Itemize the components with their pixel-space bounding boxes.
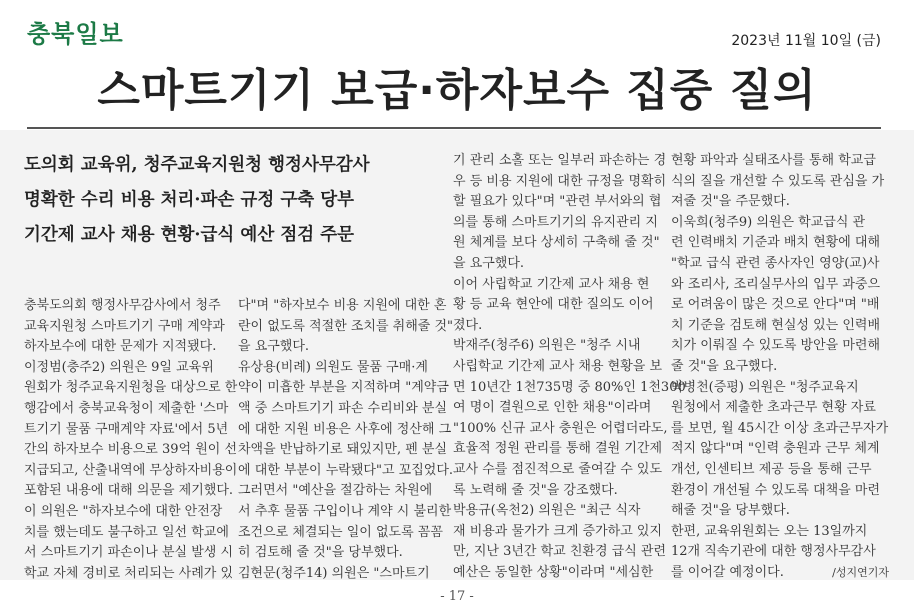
body-line: 로 어려움이 많은 것으로 안다"며 "배 xyxy=(671,297,880,313)
body-line: 만, 지난 3년간 학교 친환경 급식 관련 xyxy=(453,544,667,560)
body-column-4 xyxy=(671,151,889,583)
body-line: 기 관리 소홀 또는 일부러 파손하는 경 xyxy=(453,153,667,168)
body-line: 란이 없도록 적절한 조치를 취해줄 것" xyxy=(238,318,454,334)
body-line: "학교 급식 관련 종사자인 영양(교)사 xyxy=(671,255,880,271)
body-line: 이정범(충주2) 의원은 9일 교육위 xyxy=(24,359,214,375)
byline: /성지연기자 xyxy=(832,565,889,579)
body-line: 치 기준을 검토해 현실성 있는 인력배 xyxy=(671,317,881,333)
body-line: 록 노력해 줄 것"을 강조했다. xyxy=(453,482,618,498)
newspaper-masthead: 충북일보 xyxy=(27,20,124,48)
body-line: 다"며 "하자보수 비용 지원에 대한 혼 xyxy=(238,298,447,313)
body-line: 줄 것"을 요구했다. xyxy=(671,358,778,374)
body-line: 현황 파악과 실태조사를 통해 학교급 xyxy=(671,153,876,168)
body-line: 원청에서 제출한 초과근무 현황 자료 xyxy=(671,400,876,416)
body-line: 치를 했는데도 불구하고 일선 학교에 xyxy=(24,524,229,540)
body-column-3 xyxy=(453,151,686,583)
body-line: 서 스마트기기 파손이나 분실 발생 시 xyxy=(24,545,234,561)
body-line: 적지 않다"며 "인력 충원과 근무 체계 xyxy=(671,441,880,457)
body-line: 김현문(청주14) 의원은 "스마트기 xyxy=(238,565,430,581)
body-line: 졌다. xyxy=(453,317,483,333)
body-line: 식의 질을 개선할 수 있도록 관심을 가 xyxy=(671,173,885,189)
body-line: 해줄 것"을 당부했다. xyxy=(671,503,790,519)
body-line: 우 등 비용 지원에 대한 규정을 명확히 xyxy=(453,173,667,189)
article-headline: 스마트기기 보급·하자보수 집중 질의 xyxy=(97,65,817,116)
body-line: 을 요구했다. xyxy=(453,255,525,271)
body-line: 지급되고, 산출내역에 무상하자비용이 xyxy=(24,462,238,478)
body-line: 치가 이뤄질 수 있도록 방안을 마련해 xyxy=(671,338,881,354)
body-line: 약이 미흡한 부분을 지적하며 "계약금 xyxy=(238,380,449,396)
body-line: 포함된 내용에 대해 의문을 제기했다. xyxy=(24,483,234,499)
body-line: 와 조리사, 조리실무사의 입무 과중으 xyxy=(671,276,881,292)
body-column-2 xyxy=(238,296,454,584)
body-line: 행감에서 충북교육청이 제출한 '스마 xyxy=(24,400,229,416)
body-line: 에 대한 지원 비용은 사후에 정산해 그 xyxy=(238,421,452,437)
body-line: 액 중 스마트기기 파손 수리비와 분실 xyxy=(238,400,448,416)
body-line: 이욱희(청주9) 의원은 학교급식 관 xyxy=(671,214,866,230)
body-line: 그러면서 "예산을 절감하는 차원에 xyxy=(238,483,433,499)
body-line: 여 명이 결원으로 인한 채용"이라며 xyxy=(453,400,652,416)
body-line: "100% 신규 교사 충원은 어렵더라도, xyxy=(453,420,668,436)
body-line xyxy=(671,563,889,584)
body-line: 학교 자체 경비로 처리되는 사례가 있 xyxy=(24,565,234,581)
body-line: 박용규(옥천2) 의원은 "최근 식자 xyxy=(453,503,641,519)
page-number: - 17 - xyxy=(440,589,474,604)
body-line: 교육지원청 스마트기기 구매 계약과 xyxy=(24,318,225,334)
body-line: 예산은 동일한 상황"이라며 "세심한 xyxy=(453,564,654,580)
body-line: 이어 사립학교 기간제 교사 채용 현 xyxy=(453,276,650,292)
body-line: 한편, 교육위원회는 오는 13일까지 xyxy=(671,523,868,539)
body-line: 황 등 교육 현안에 대한 질의도 이어 xyxy=(453,297,654,313)
body-line: 효율적 정원 관리를 통해 결원 기간제 xyxy=(453,441,663,457)
body-line-text: 를 이어갈 예정이다. xyxy=(671,564,784,580)
body-line: 서 추후 물품 구입이나 계약 시 불리한 xyxy=(238,503,452,519)
body-line: 박병천(증평) 의원은 "청주교육지 xyxy=(671,379,859,395)
subhead-line: 도의회 교육위, 청주교육지원청 행정사무감사 xyxy=(24,155,370,175)
body-line: 의를 통해 스마트기기의 유지관리 지 xyxy=(453,214,658,230)
body-line: 져줄 것"을 주문했다. xyxy=(671,194,790,210)
body-line: 조건으로 체결되는 일이 없도록 꼼꼼 xyxy=(238,524,443,540)
body-line: 를 보면, 월 45시간 이상 초과근무자가 xyxy=(671,420,889,436)
body-line: 환경이 개선될 수 있도록 대책을 마련 xyxy=(671,482,881,498)
body-line: 트기기 물품 구매계약 자료'에서 5년 xyxy=(24,421,229,437)
body-line: 원회가 청주교육지원청을 대상으로 한 xyxy=(24,380,238,396)
body-line: 재 비용과 물가가 크게 증가하고 있지 xyxy=(453,523,663,539)
body-line: 박재주(청주6) 의원은 "청주 시내 xyxy=(453,338,641,354)
body-line: 하자보수에 대한 문제가 지적됐다. xyxy=(24,339,217,355)
body-line: 교사 수를 점진적으로 줄여갈 수 있도 xyxy=(453,461,663,477)
body-line: 할 필요가 있다"며 "관련 부서와의 협 xyxy=(453,194,662,210)
body-line: 개선, 인센티브 제공 등을 통해 근무 xyxy=(671,461,872,477)
body-line: 원 체계를 보다 상세히 구축해 줄 것" xyxy=(453,235,660,251)
body-line: 히 검토해 줄 것"을 당부했다. xyxy=(238,545,403,561)
body-line: 을 요구했다. xyxy=(238,339,310,355)
body-line: 에 대한 부분이 누락됐다"고 꼬집었다. xyxy=(238,462,454,478)
subhead-line: 기간제 교사 채용 현황·급식 예산 점검 주문 xyxy=(24,225,355,245)
subhead-line: 명확한 수리 비용 처리·파손 규정 구축 당부 xyxy=(24,190,355,210)
body-line: 충북도의회 행정사무감사에서 청주 xyxy=(24,298,221,313)
body-line: 유상용(비례) 의원도 물품 구매·계 xyxy=(238,359,428,375)
publication-date: 2023년 11월 10일 (금) xyxy=(731,33,881,49)
article-subheads xyxy=(24,148,434,253)
body-line: 사립학교 기간제 교사 채용 현황을 보 xyxy=(453,358,663,374)
body-line: 면 10년간 1천735명 중 80%인 1천300 xyxy=(453,379,686,395)
body-line: 차액을 반납하기로 돼있지만, 펜 분실 xyxy=(238,442,448,458)
headline-divider xyxy=(27,127,881,129)
body-line: 간의 하자보수 비용으로 39억 원이 선 xyxy=(24,442,238,458)
body-line: 이 의원은 "하자보수에 대한 안전장 xyxy=(24,503,223,519)
body-column-1 xyxy=(24,296,238,584)
body-line: 련 인력배치 기준과 배치 현황에 대해 xyxy=(671,235,881,251)
body-line: 12개 직속기관에 대한 행정사무감사 xyxy=(671,544,876,560)
